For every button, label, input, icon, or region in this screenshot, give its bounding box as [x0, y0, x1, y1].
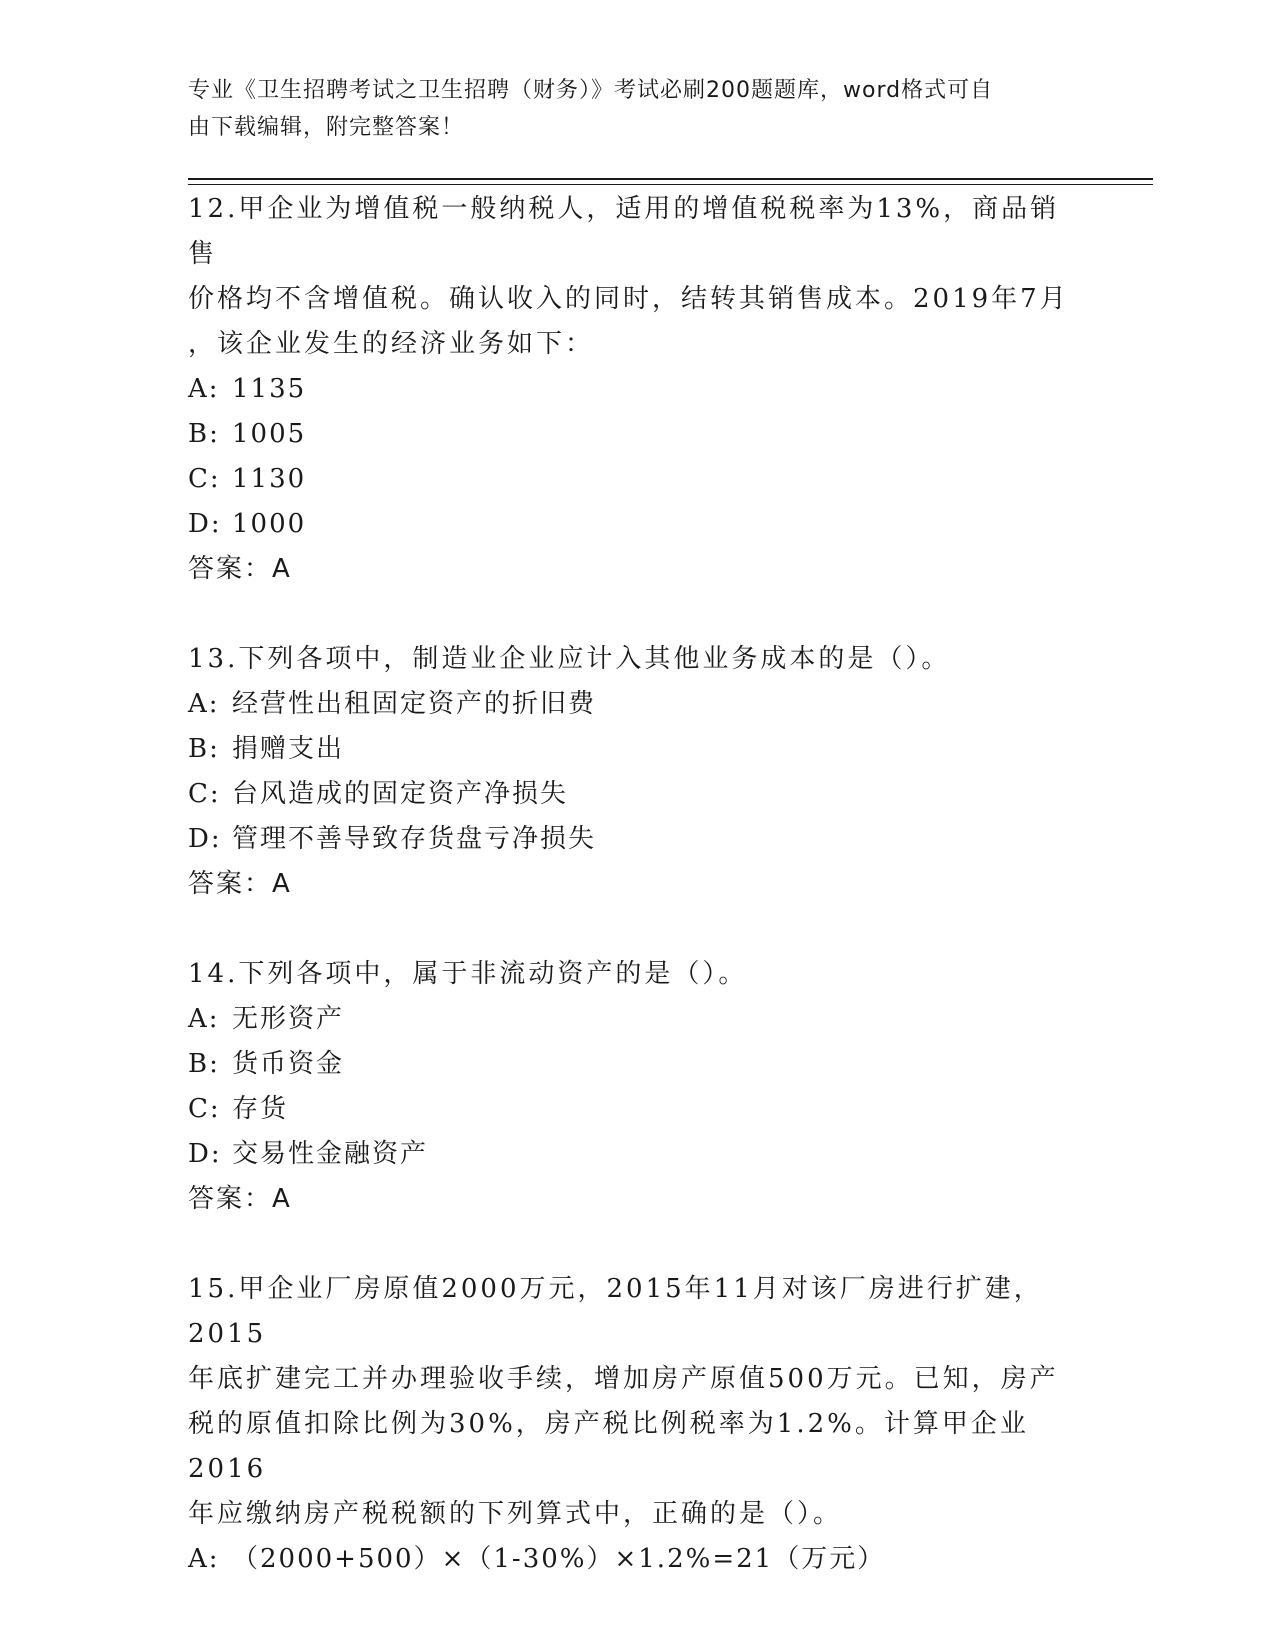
header-line-1: 专业《卫生招聘考试之卫生招聘（财务）》考试必刷200题题库，word格式可自: [188, 78, 994, 103]
option-key: D:: [188, 1139, 222, 1169]
option-key: D:: [188, 824, 222, 854]
option-text: 无形资产: [232, 1004, 345, 1034]
question-15: [188, 1267, 1088, 1582]
option-text: 1130: [232, 464, 307, 494]
option-c: [188, 457, 1088, 502]
option-text: 交易性金融资产: [232, 1139, 429, 1169]
option-text: 货币资金: [232, 1049, 345, 1079]
option-key: B:: [188, 734, 220, 764]
option-b: [188, 1042, 1088, 1087]
question-14: [188, 952, 1088, 1222]
option-key: A:: [188, 1544, 220, 1574]
question-text-line: 价格均不含增值税。确认收入的同时，结转其销售成本。2019年7月: [188, 284, 1069, 314]
option-a: [188, 367, 1088, 412]
option-text: 1005: [232, 419, 307, 449]
option-a: [188, 682, 1088, 727]
option-text: 捐赠支出: [232, 734, 345, 764]
option-text: 1135: [232, 374, 307, 404]
header-divider-thin: [188, 184, 1153, 185]
answer-line: 答案：A: [188, 554, 292, 584]
option-d: [188, 1132, 1088, 1177]
option-c: [188, 772, 1088, 817]
option-key: A:: [188, 374, 220, 404]
option-key: A:: [188, 1004, 220, 1034]
header-line-2: 由下载编辑，附完整答案！: [188, 115, 465, 140]
question-text-line: 14.下列各项中，属于非流动资产的是（）。: [188, 959, 748, 989]
option-c: [188, 1087, 1088, 1132]
option-key: B:: [188, 419, 220, 449]
option-text: 台风造成的固定资产净损失: [232, 779, 569, 809]
option-b: [188, 412, 1088, 457]
answer-line: 答案：A: [188, 1184, 292, 1214]
option-d: [188, 817, 1088, 862]
question-list: [188, 187, 1088, 1627]
option-key: C:: [188, 464, 221, 494]
option-a: [188, 997, 1088, 1042]
question-12: [188, 187, 1088, 592]
option-b: [188, 727, 1088, 772]
document-header: [188, 72, 1068, 146]
header-divider-thick: [188, 178, 1153, 180]
question-text-line: 13.下列各项中，制造业企业应计入其他业务成本的是（）。: [188, 644, 951, 674]
question-13: [188, 637, 1088, 907]
question-text-line: ，该企业发生的经济业务如下：: [188, 329, 595, 359]
option-text: 管理不善导致存货盘亏净损失: [232, 824, 597, 854]
answer-line: 答案：A: [188, 869, 292, 899]
option-key: C:: [188, 779, 221, 809]
option-key: B:: [188, 1049, 220, 1079]
option-text: 存货: [232, 1094, 289, 1124]
option-text: （2000+500）×（1-30%）×1.2%=21（万元）: [232, 1544, 886, 1574]
question-text-line: 年底扩建完工并办理验收手续，增加房产原值500万元。已知，房产: [188, 1364, 1059, 1394]
question-text-line: 税的原值扣除比例为30%，房产税比例税率为1.2%。计算甲企业2016: [188, 1409, 1029, 1484]
question-text-line: 年应缴纳房产税税额的下列算式中，正确的是（）。: [188, 1499, 843, 1529]
question-text-line: 15.甲企业厂房原值2000万元，2015年11月对该厂房进行扩建，2015: [188, 1274, 1043, 1349]
option-d: [188, 502, 1088, 547]
option-a: [188, 1537, 1088, 1582]
question-text-line: 12.甲企业为增值税一般纳税人，适用的增值税税率为13%，商品销售: [188, 194, 1060, 269]
option-text: 经营性出租固定资产的折旧费: [232, 689, 597, 719]
option-key: A:: [188, 689, 220, 719]
option-text: 1000: [232, 509, 307, 539]
option-key: C:: [188, 1094, 221, 1124]
option-key: D:: [188, 509, 222, 539]
